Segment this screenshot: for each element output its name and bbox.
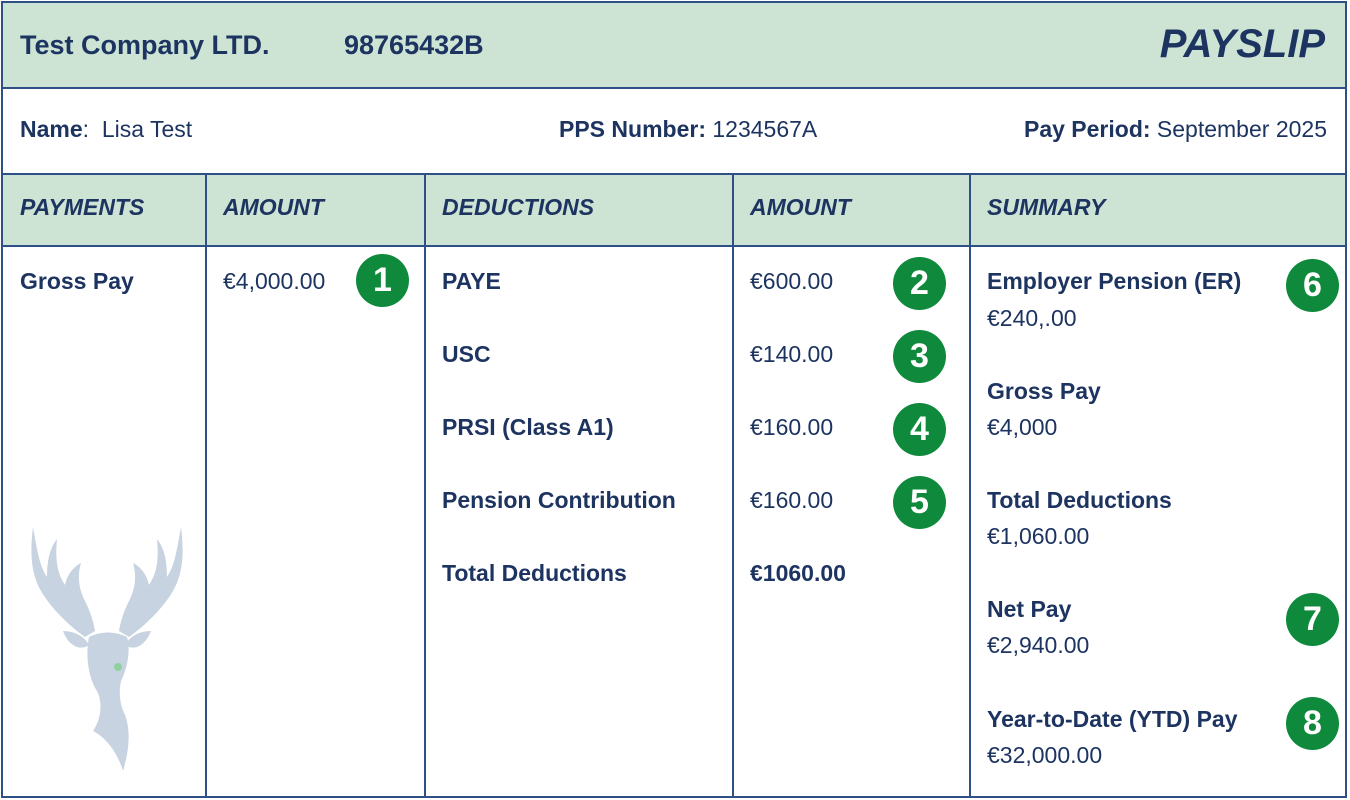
document-title: PAYSLIP: [1159, 22, 1325, 66]
callout-badge-3: 3: [893, 330, 946, 383]
period-label: Pay Period:: [1023, 116, 1151, 142]
summary-label-employer-pension: Employer Pension (ER): [987, 268, 1242, 294]
period-value: September 2025: [1156, 116, 1327, 142]
name-value: Lisa Test: [101, 116, 193, 142]
total-deductions-label: Total Deductions: [442, 560, 627, 586]
col-payments: PAYMENTS: [20, 194, 145, 220]
column-divider: [424, 175, 426, 796]
col-summary: SUMMARY: [987, 194, 1106, 220]
total-deductions-amount: €1060.00: [750, 560, 846, 586]
payslip-header: [3, 3, 1345, 89]
payslip: [1, 1, 1347, 798]
deduction-label-usc: USC: [442, 341, 491, 367]
column-divider: [969, 175, 971, 796]
company-registration-number: 98765432B: [344, 30, 484, 60]
summary-label-gross-pay: Gross Pay: [987, 378, 1101, 404]
callout-badge-1: 1: [356, 254, 409, 307]
summary-value-total-deductions: €1,060.00: [987, 523, 1090, 549]
col-amount-deductions: AMOUNT: [750, 194, 851, 220]
summary-value-gross-pay: €4,000: [987, 414, 1058, 440]
deduction-label-pension: Pension Contribution: [442, 487, 676, 513]
column-divider: [732, 175, 734, 796]
pay-period: [1024, 116, 1327, 143]
column-divider: [205, 175, 207, 796]
employee-name: Name: Lisa Test: [20, 116, 193, 142]
name-label: Name: [20, 116, 83, 142]
deduction-amount-prsi: €160.00: [750, 414, 834, 440]
summary-label-net-pay: Net Pay: [987, 596, 1072, 622]
callout-badge-2: 2: [893, 257, 946, 310]
col-amount: AMOUNT: [223, 194, 324, 220]
deduction-label-prsi: PRSI (Class A1): [442, 414, 614, 440]
deduction-label-paye: PAYE: [442, 268, 501, 294]
payment-amount: €4,000.00: [223, 268, 326, 294]
payment-label: Gross Pay: [20, 268, 134, 294]
summary-value-employer-pension: €240,.00: [987, 305, 1077, 331]
callout-badge-8: 8: [1286, 697, 1339, 750]
deduction-amount-paye: €600.00: [750, 268, 834, 294]
summary-value-ytd-pay: €32,000.00: [987, 742, 1103, 768]
col-deductions: DEDUCTIONS: [442, 194, 595, 220]
callout-badge-6: 6: [1286, 259, 1339, 312]
summary-label-total-deductions: Total Deductions: [987, 487, 1172, 513]
callout-badge-5: 5: [893, 476, 946, 529]
employee-info-row: [3, 89, 1345, 175]
callout-badge-7: 7: [1286, 593, 1339, 646]
summary-value-net-pay: €2,940.00: [987, 632, 1090, 658]
summary-label-ytd-pay: Year-to-Date (YTD) Pay: [987, 706, 1238, 732]
pps-label: PPS Number:: [559, 116, 706, 142]
deduction-amount-usc: €140.00: [750, 341, 834, 367]
deduction-amount-pension: €160.00: [750, 487, 834, 513]
company-name: Test Company LTD.: [20, 30, 270, 60]
stag-logo-icon: [23, 519, 193, 779]
pps-value: 1234567A: [712, 116, 818, 142]
callout-badge-4: 4: [893, 403, 946, 456]
pps-number: [559, 116, 817, 143]
